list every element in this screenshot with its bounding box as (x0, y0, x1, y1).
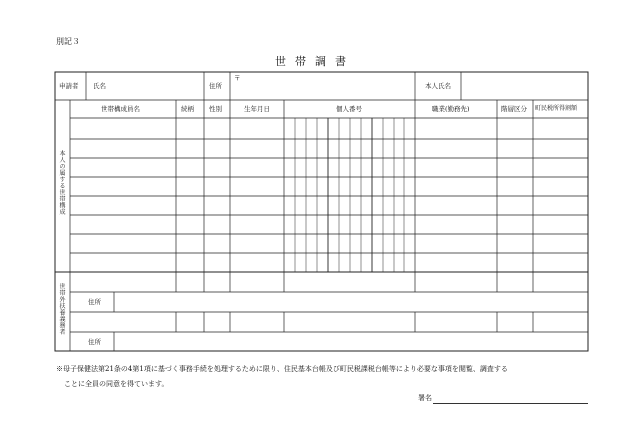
signature-label: 署名 (418, 394, 432, 402)
dependent-address-field-1[interactable] (115, 293, 587, 311)
postal-mark: 〒 (234, 74, 241, 82)
applicant-row-label: 申請者 (59, 82, 79, 90)
dependent-address-label-2: 住所 (88, 338, 101, 346)
col-birth-date: 生年月日 (244, 105, 270, 113)
dependent-address-field-2[interactable] (115, 333, 587, 350)
col-member-name: 世帯構成員名 (101, 105, 140, 113)
document-title: 世帯調書 (275, 55, 355, 68)
applicant-name-label: 氏名 (93, 82, 106, 90)
principal-name-field[interactable] (462, 73, 587, 99)
dependents-side-label: 世帯外扶養義務者 (58, 283, 65, 335)
col-class: 階層区分 (501, 105, 527, 113)
principal-name-label: 本人氏名 (425, 82, 451, 90)
signature-line[interactable] (433, 402, 588, 404)
col-gender: 性別 (209, 105, 222, 113)
applicant-address-field[interactable] (231, 73, 413, 99)
applicant-name-field[interactable] (114, 73, 202, 99)
applicant-address-label: 住所 (209, 82, 222, 90)
household-side-label: 本人の属する世帯構成 (58, 150, 65, 215)
consent-notice-line-2: ことに全員の同意を得ています。 (64, 380, 169, 388)
consent-notice-line-1: ※母子保健法第21条の4第1項に基づく事務手続を処理するために限り、住民基本台帳及び町民税課税台帳等により必要な事項を閲覧、調査する (56, 365, 508, 373)
col-tax-amount: 町民税所得割額 (535, 105, 578, 112)
col-relationship: 続柄 (181, 105, 194, 113)
col-occupation: 職業(勤務先) (432, 105, 470, 113)
col-personal-number: 個人番号 (336, 105, 362, 113)
dependent-address-label-1: 住所 (88, 298, 101, 306)
annex-label: 別記３ (56, 37, 80, 46)
